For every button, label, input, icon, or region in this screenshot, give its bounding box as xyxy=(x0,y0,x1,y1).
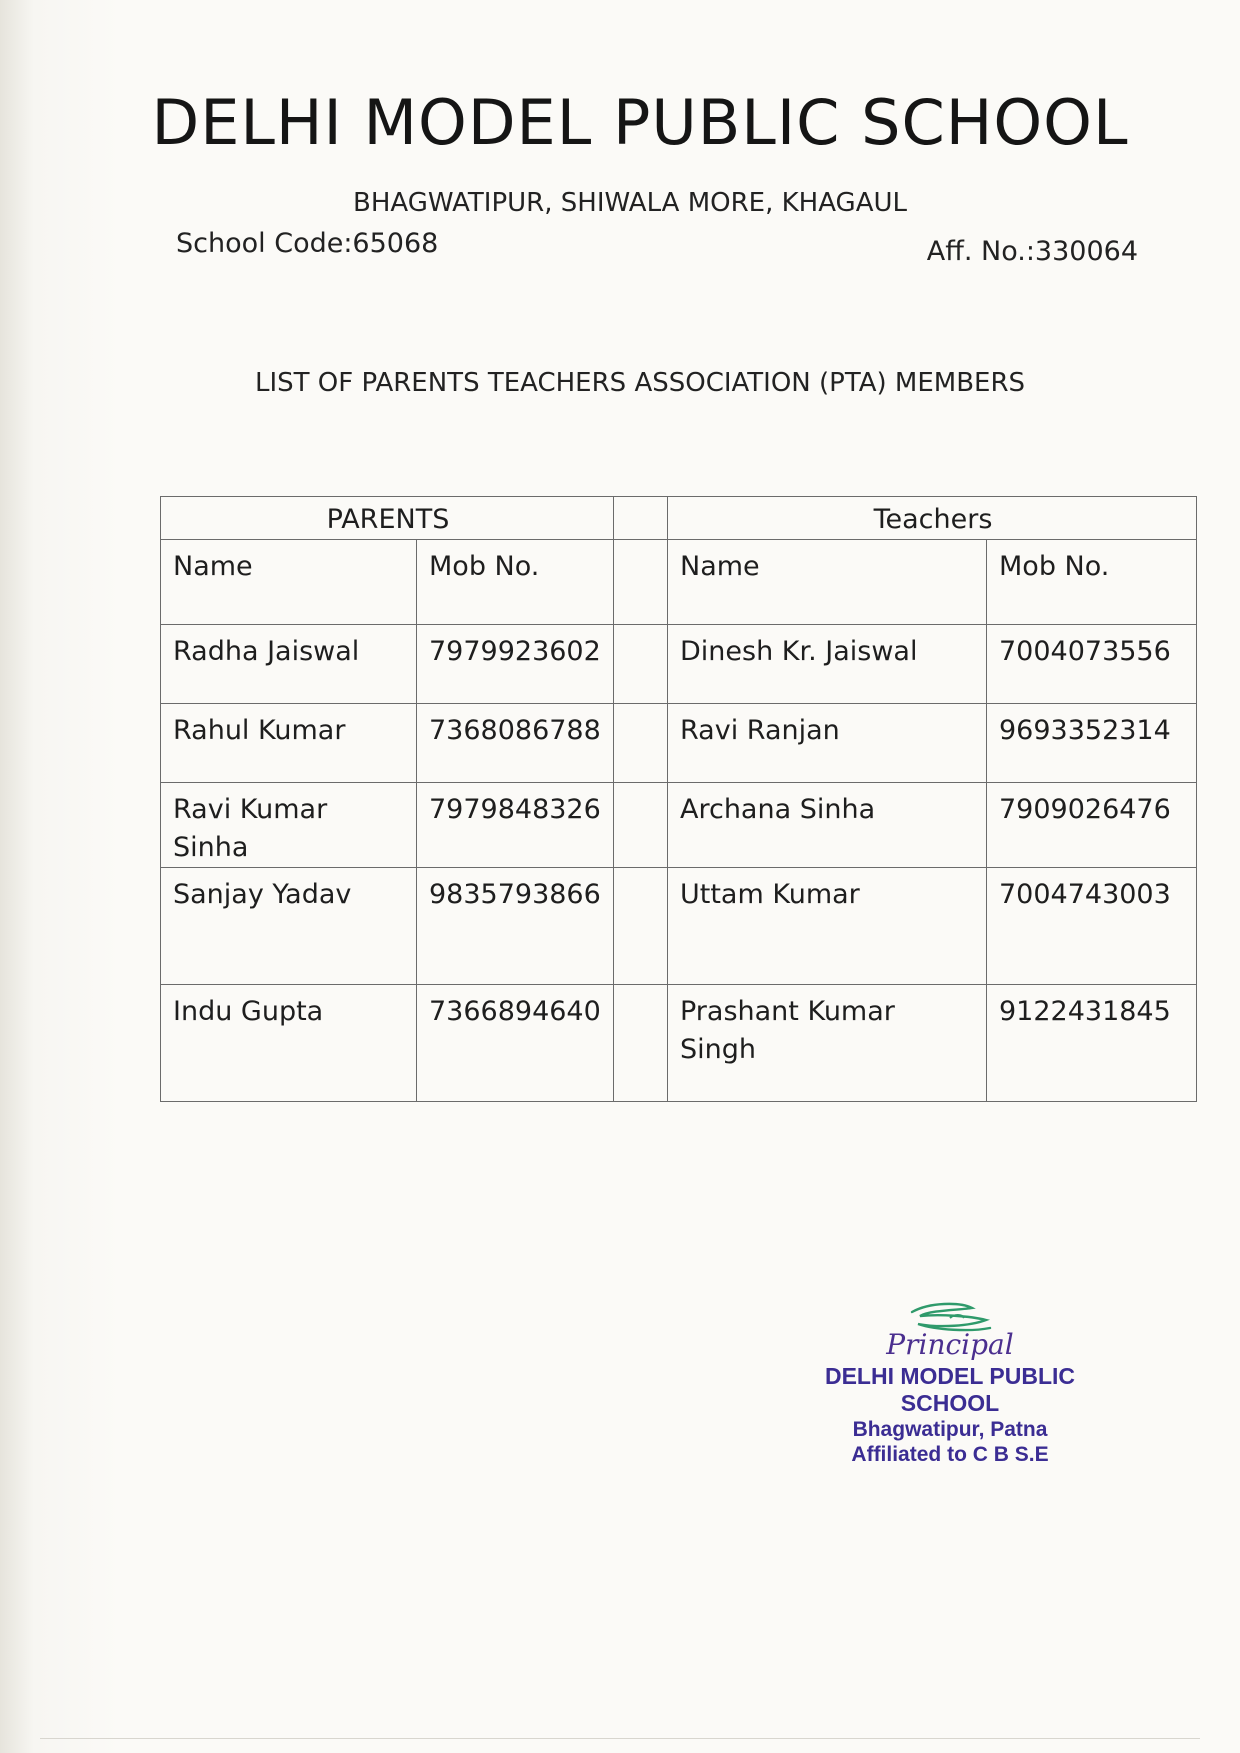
teacher-name: Dinesh Kr. Jaiswal xyxy=(668,625,987,704)
school-code: School Code:65068 xyxy=(176,228,439,259)
stamp-affiliation: Affiliated to C B S.E xyxy=(851,1443,1049,1466)
teacher-name-heading: Name xyxy=(668,540,987,625)
teacher-mob-heading: Mob No. xyxy=(987,540,1197,625)
school-name: DELHI MODEL PUBLIC SCHOOL xyxy=(151,86,1129,159)
principal-stamp xyxy=(800,1300,1100,1467)
table-row xyxy=(161,783,1197,868)
group-header-row xyxy=(161,497,1197,540)
teachers-heading: Teachers xyxy=(668,497,1197,540)
parent-mob: 7368086788 xyxy=(417,704,614,783)
separator-cell xyxy=(614,625,668,704)
separator-cell xyxy=(614,540,668,625)
teacher-name: Ravi Ranjan xyxy=(668,704,987,783)
separator-cell xyxy=(614,783,668,868)
table-row xyxy=(161,868,1197,985)
parent-mob: 7979848326 xyxy=(417,783,614,868)
parent-name: Ravi Kumar Sinha xyxy=(161,783,417,868)
teacher-mob: 7004743003 xyxy=(987,868,1197,985)
parent-name: Rahul Kumar xyxy=(161,704,417,783)
school-address: BHAGWATIPUR, SHIWALA MORE, KHAGAUL xyxy=(353,188,907,218)
affiliation-number: Aff. No.:330064 xyxy=(926,236,1138,267)
parent-mob: 7366894640 xyxy=(417,985,614,1102)
separator-cell xyxy=(614,868,668,985)
table-row xyxy=(161,985,1197,1102)
stamp-school-name: DELHI MODEL PUBLIC SCHOOL xyxy=(824,1363,1076,1416)
parent-mob: 9835793866 xyxy=(417,868,614,985)
stamp-location: Bhagwatipur, Patna xyxy=(852,1418,1048,1441)
teacher-name: Uttam Kumar xyxy=(668,868,987,985)
list-title: LIST OF PARENTS TEACHERS ASSOCIATION (PTA) MEMBERS xyxy=(254,368,1026,398)
separator-cell xyxy=(614,985,668,1102)
parent-mob: 7979923602 xyxy=(417,625,614,704)
column-header-row xyxy=(161,540,1197,625)
teacher-mob: 9693352314 xyxy=(987,704,1197,783)
parent-name: Sanjay Yadav xyxy=(161,868,417,985)
parent-mob-heading: Mob No. xyxy=(417,540,614,625)
separator-cell xyxy=(614,497,668,540)
table-row xyxy=(161,625,1197,704)
table-row xyxy=(161,704,1197,783)
page-edge-line xyxy=(40,1738,1200,1739)
parent-name-heading: Name xyxy=(161,540,417,625)
parent-name: Radha Jaiswal xyxy=(161,625,417,704)
teacher-mob: 7004073556 xyxy=(987,625,1197,704)
teacher-mob: 9122431845 xyxy=(987,985,1197,1102)
parents-heading: PARENTS xyxy=(161,497,614,540)
pta-members-table xyxy=(160,496,1197,1102)
separator-cell xyxy=(614,704,668,783)
stamp-title: Principal xyxy=(886,1328,1014,1361)
teacher-mob: 7909026476 xyxy=(987,783,1197,868)
teacher-name: Prashant Kumar Singh xyxy=(668,985,987,1102)
parent-name: Indu Gupta xyxy=(161,985,417,1102)
teacher-name: Archana Sinha xyxy=(668,783,987,868)
